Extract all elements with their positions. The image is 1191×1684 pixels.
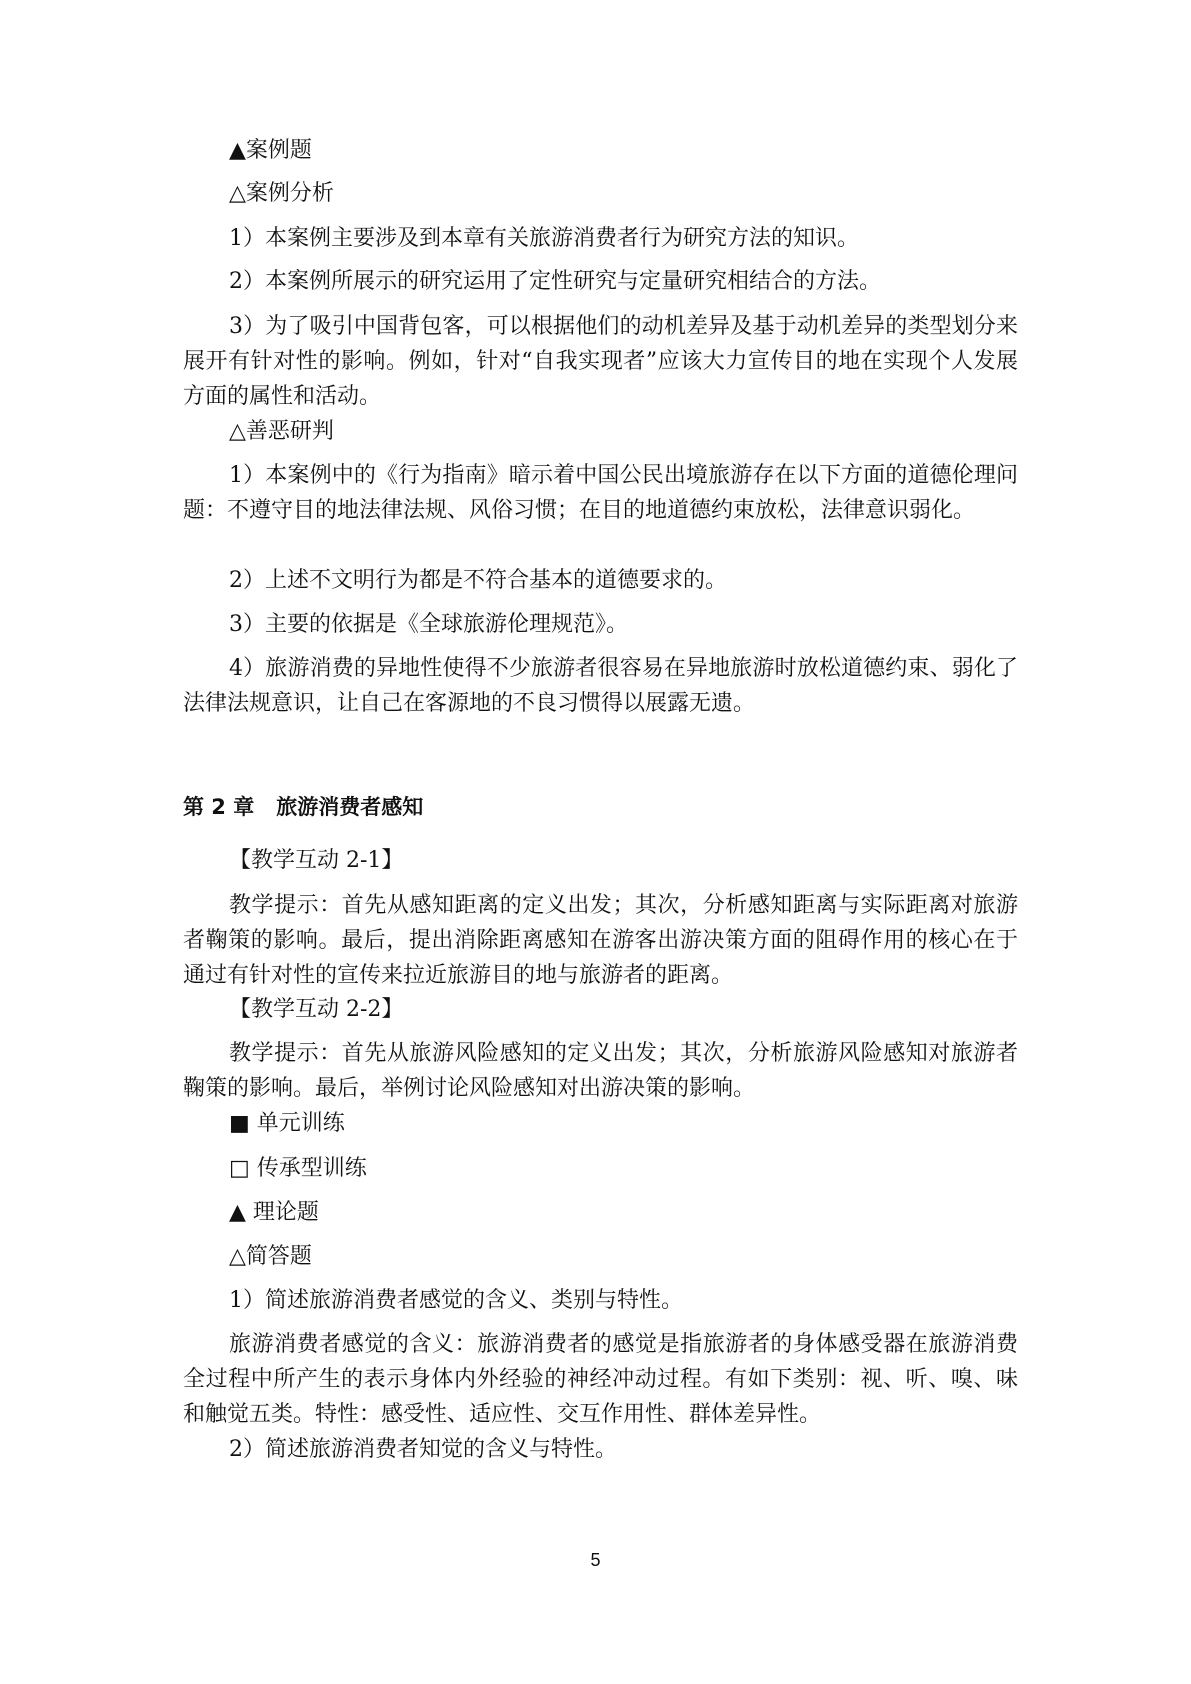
chapter-number: 第 2 章 xyxy=(183,795,255,819)
ethics-point-1: 1）本案例中的《行为指南》暗示着中国公民出境旅游存在以下方面的道德伦理问题：不遵守目的地法律法规、风俗习惯；在目的地道德约束放松，法律意识弱化。 xyxy=(183,463,1018,523)
question-2: 2）简述旅游消费者知觉的含义与特性。 xyxy=(229,1437,617,1462)
chapter-title: 旅游消费者感知 xyxy=(276,795,424,819)
theory-question-heading: ▲ 理论题 xyxy=(229,1200,319,1225)
ethics-judgement-heading: △善恶研判 xyxy=(229,419,334,444)
teaching-tip-2-1: 教学提示：首先从感知距离的定义出发；其次，分析感知距离与实际距离对旅游者鞠策的影响。最后，提出消除距离感知在游客出游决策方面的阻碍作用的核心在于通过有针对性的宣传来拉近旅游目的地与旅游者的距离。 xyxy=(183,893,1018,988)
teaching-interaction-2-2: 【教学互动 2-2】 xyxy=(229,997,404,1022)
teaching-interaction-2-1: 【教学互动 2-1】 xyxy=(229,848,404,873)
case-question-heading: ▲案例题 xyxy=(229,138,312,163)
ethics-point-4: 4）旅游消费的异地性使得不少旅游者很容易在异地旅游时放松道德约束、弱化了法律法规意识，让自己在客源地的不良习惯得以展露无遗。 xyxy=(183,656,1018,716)
analysis-point-2: 2）本案例所展示的研究运用了定性研究与定量研究相结合的方法。 xyxy=(229,269,881,294)
case-analysis-heading: △案例分析 xyxy=(229,181,334,206)
teaching-tip-2-2: 教学提示：首先从旅游风险感知的定义出发；其次，分析旅游风险感知对旅游者鞠策的影响。最后，举例讨论风险感知对出游决策的影响。 xyxy=(183,1041,1018,1101)
ethics-point-2: 2）上述不文明行为都是不符合基本的道德要求的。 xyxy=(229,568,727,593)
chapter-heading xyxy=(183,792,423,822)
short-answer-heading: △简答题 xyxy=(229,1244,312,1269)
question-1: 1）简述旅游消费者感觉的含义、类别与特性。 xyxy=(229,1288,683,1313)
page-number: 5 xyxy=(590,1550,601,1570)
analysis-point-3: 3）为了吸引中国背包客，可以根据他们的动机差异及基于动机差异的类型划分来展开有针对性的影响。例如，针对“自我实现者”应该大力宣传目的地在实现个人发展方面的属性和活动。 xyxy=(183,314,1018,409)
answer-1: 旅游消费者感觉的含义：旅游消费者的感觉是指旅游者的身体感受器在旅游消费全过程中所产生的表示身体内外经验的神经冲动过程。有如下类别：视、听、嗅、味和触觉五类。特性：感受性、适应性、交互作用性、群体差异性。 xyxy=(183,1332,1018,1427)
unit-training-heading: ■ 单元训练 xyxy=(229,1111,345,1136)
ethics-point-3: 3）主要的依据是《全球旅游伦理规范》。 xyxy=(229,612,628,637)
inheritance-training-heading: □ 传承型训练 xyxy=(229,1156,367,1181)
analysis-point-1: 1）本案例主要涉及到本章有关旅游消费者行为研究方法的知识。 xyxy=(229,226,859,251)
